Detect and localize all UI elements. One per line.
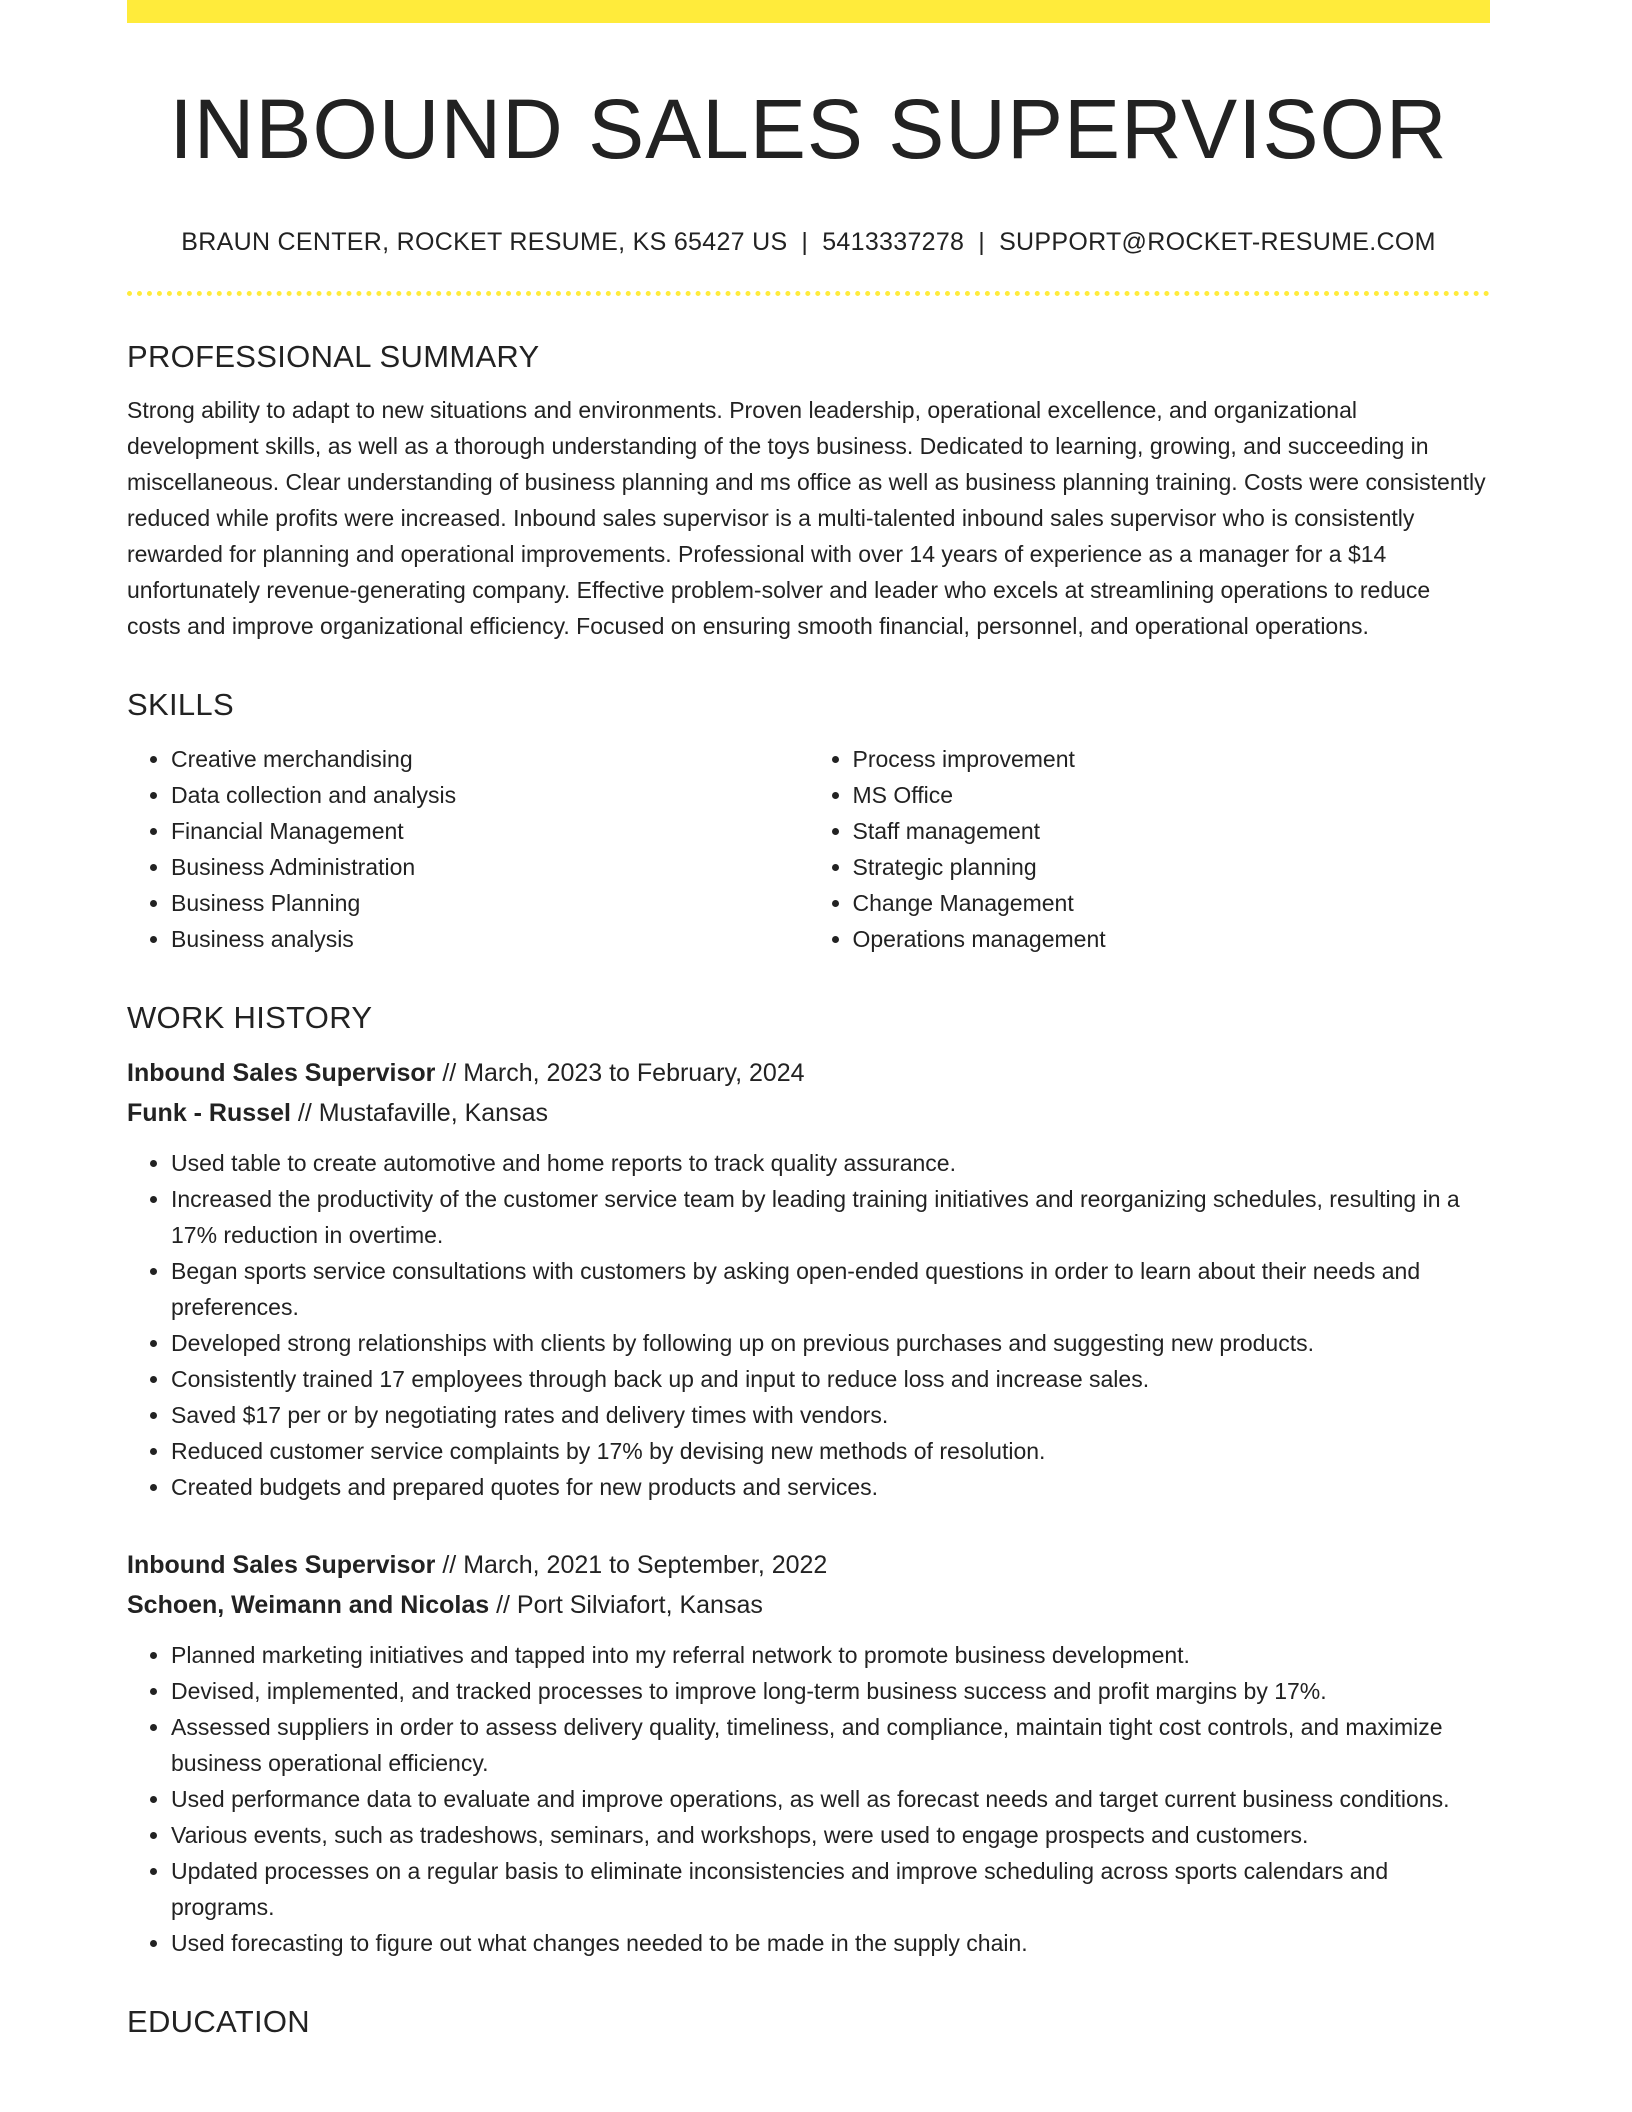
skills-list (127, 741, 1490, 957)
skills-column-left (127, 741, 809, 957)
job-bullet: • Reduced customer service complaints by 17% by devising new methods of resolution. (171, 1433, 1490, 1469)
skill-item: • Operations management (853, 921, 1491, 957)
job-dates: // March, 2021 to September, 2022 (442, 1550, 828, 1579)
job-title: Inbound Sales Supervisor (127, 1058, 436, 1087)
job-location: // Port Silviafort, Kansas (496, 1590, 763, 1619)
job-bullet: • Increased the productivity of the customer service team by leading training initiatives and reorganizing schedules, resulting in a 17% reduction in overtime. (171, 1181, 1490, 1253)
job-bullet: • Used table to create automotive and home reports to track quality assurance. (171, 1145, 1490, 1181)
job-bullets (127, 1145, 1490, 1505)
skill-item: • MS Office (853, 777, 1491, 813)
contact-email: SUPPORT@ROCKET-RESUME.COM (999, 228, 1436, 257)
resume-name: INBOUND SALES SUPERVISOR (169, 82, 1448, 176)
skill-item: • Strategic planning (853, 849, 1491, 885)
accent-bar (127, 0, 1490, 23)
skill-item: • Business analysis (171, 921, 809, 957)
job-bullet: • Developed strong relationships with clients by following up on previous purchases and suggesting new products. (171, 1325, 1490, 1361)
skill-item: • Creative merchandising (171, 741, 809, 777)
contact-line (127, 227, 1490, 257)
education-heading: EDUCATION (127, 2003, 310, 2039)
contact-separator: | (978, 228, 986, 257)
job-location: // Mustafaville, Kansas (297, 1098, 548, 1127)
summary-heading: PROFESSIONAL SUMMARY (127, 339, 540, 375)
job-bullet: • Various events, such as tradeshows, seminars, and workshops, were used to engage prospects and customers. (171, 1817, 1490, 1853)
job-bullet: • Saved $17 per or by negotiating rates and delivery times with vendors. (171, 1397, 1490, 1433)
job-title-line (127, 1053, 1490, 1093)
skill-item: • Staff management (853, 813, 1491, 849)
job-bullet: • Assessed suppliers in order to assess delivery quality, timeliness, and compliance, maintain tight cost controls, and maximize business operational efficiency. (171, 1709, 1490, 1781)
job-bullet: • Used forecasting to figure out what changes needed to be made in the supply chain. (171, 1925, 1490, 1961)
skill-item: • Data collection and analysis (171, 777, 809, 813)
job-company-line (127, 1585, 1490, 1625)
job-company: Funk - Russel (127, 1098, 291, 1127)
work-history-heading: WORK HISTORY (127, 999, 373, 1035)
skill-item: • Financial Management (171, 813, 809, 849)
contact-address: BRAUN CENTER, ROCKET RESUME, KS 65427 US (181, 228, 788, 257)
job-dates: // March, 2023 to February, 2024 (442, 1058, 805, 1087)
skill-item: • Business Planning (171, 885, 809, 921)
skills-heading: SKILLS (127, 687, 234, 723)
job-bullet: • Began sports service consultations with customers by asking open-ended questions in order to learn about their needs and preferences. (171, 1253, 1490, 1325)
summary-text: Strong ability to adapt to new situations and environments. Proven leadership, operational excellence, and organizational development skills, as well as a thorough understanding of the toys business. Dedicated to learning, growing, and succeeding in miscellaneous. Clear understanding of business planning and ms office as well as business planning training. Costs were consistently reduced while profits were increased. Inbound sales supervisor is a multi-talented inbound sales supervisor who is consistently rewarded for planning and operational improvements. Professional with over 14 years of experience as a manager for a $14 unfortunately revenue-generating company. Effective problem-solver and leader who excels at streamlining operations to reduce costs and improve organizational efficiency. Focused on ensuring smooth financial, personnel, and operational operations. (127, 397, 1486, 640)
job-bullet: • Created budgets and prepared quotes for new products and services. (171, 1469, 1490, 1505)
job-bullets (127, 1637, 1490, 1961)
job-title: Inbound Sales Supervisor (127, 1550, 436, 1579)
job-bullet: • Devised, implemented, and tracked processes to improve long-term business success and profit margins by 17%. (171, 1673, 1490, 1709)
skill-item: • Business Administration (171, 849, 809, 885)
job-bullet: • Planned marketing initiatives and tapped into my referral network to promote business development. (171, 1637, 1490, 1673)
job-entry (127, 1053, 1490, 1505)
skill-item: • Process improvement (853, 741, 1491, 777)
resume-page (127, 0, 1490, 2057)
contact-separator: | (801, 228, 809, 257)
skills-column-right (809, 741, 1491, 957)
job-entry (127, 1545, 1490, 1961)
job-company-line (127, 1093, 1490, 1133)
contact-phone: 5413337278 (822, 228, 965, 257)
job-bullet: • Used performance data to evaluate and improve operations, as well as forecast needs and target current business conditions. (171, 1781, 1490, 1817)
job-bullet: • Consistently trained 17 employees through back up and input to reduce loss and increase sales. (171, 1361, 1490, 1397)
job-title-line (127, 1545, 1490, 1585)
job-bullet: • Updated processes on a regular basis to eliminate inconsistencies and improve scheduling across sports calendars and programs. (171, 1853, 1490, 1925)
job-company: Schoen, Weimann and Nicolas (127, 1590, 490, 1619)
skill-item: • Change Management (853, 885, 1491, 921)
dotted-divider (127, 291, 1490, 296)
